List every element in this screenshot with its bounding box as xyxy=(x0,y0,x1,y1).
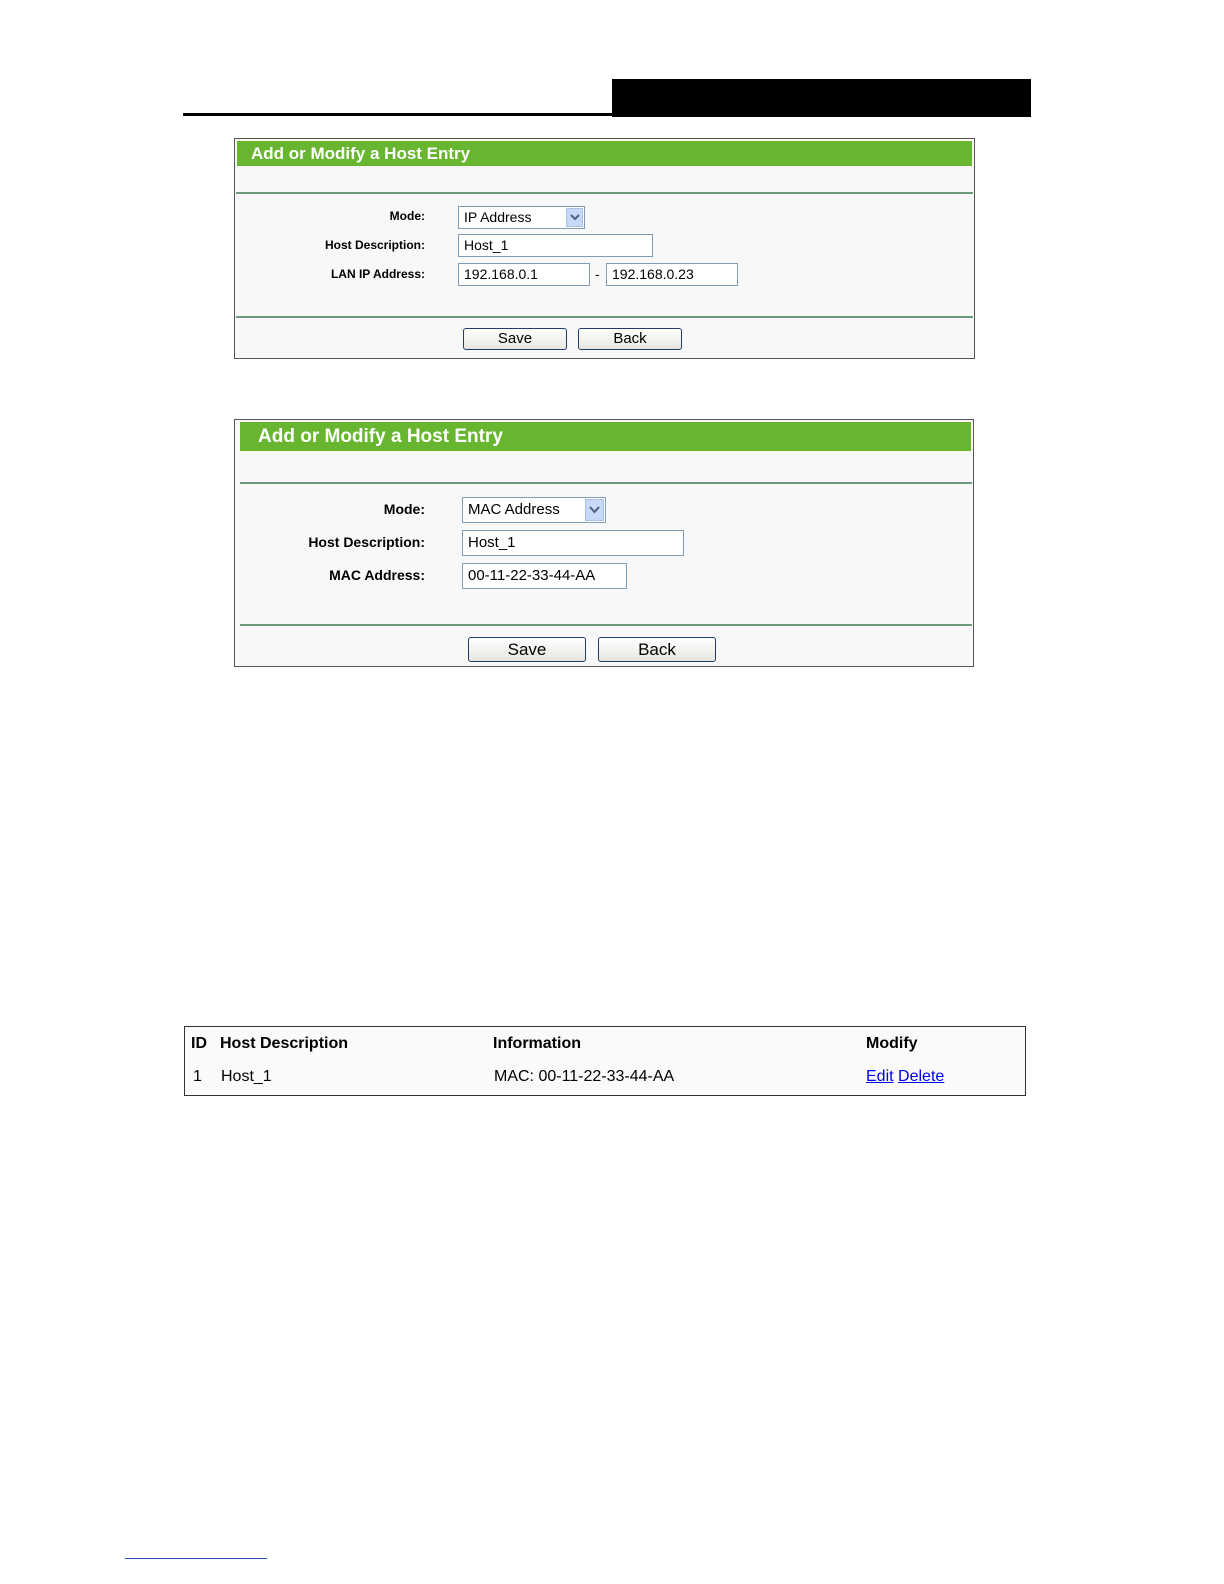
mode-label: Mode: xyxy=(389,209,425,223)
mode-select[interactable] xyxy=(458,206,585,229)
column-header-description: Host Description xyxy=(220,1035,349,1052)
back-button[interactable]: Back xyxy=(578,328,682,350)
ip-range-separator: - xyxy=(595,266,600,282)
ip-end-input[interactable]: 192.168.0.23 xyxy=(606,263,738,286)
description-label: Host Description: xyxy=(324,238,425,252)
lan-ip-label: LAN IP Address: xyxy=(330,267,425,281)
row-modify xyxy=(866,1068,944,1086)
column-header-id: ID xyxy=(191,1035,207,1052)
host-list-table xyxy=(184,1026,1026,1096)
row-information: MAC: 00-11-22-33-44-AA xyxy=(494,1068,675,1085)
column-header-information: Information xyxy=(493,1035,581,1052)
host-description-input[interactable]: Host_1 xyxy=(462,530,684,556)
panel-title: Add or Modify a Host Entry xyxy=(240,422,971,451)
save-button[interactable]: Save xyxy=(463,328,567,350)
mac-label: MAC Address: xyxy=(329,567,425,583)
top-divider xyxy=(236,192,973,194)
mode-select-value: MAC Address xyxy=(468,501,560,518)
row-description: Host_1 xyxy=(221,1068,272,1085)
host-description-input[interactable]: Host_1 xyxy=(458,234,653,257)
edit-link[interactable]: Edit xyxy=(866,1068,894,1085)
description-label: Host Description: xyxy=(308,534,425,550)
host-entry-panel-mac xyxy=(234,419,974,667)
mode-label: Mode: xyxy=(383,501,425,517)
column-header-modify: Modify xyxy=(866,1035,918,1052)
ip-start-input[interactable]: 192.168.0.1 xyxy=(458,263,590,286)
bottom-divider xyxy=(236,316,973,318)
mode-select-value: IP Address xyxy=(464,209,532,225)
mac-address-input[interactable]: 00-11-22-33-44-AA xyxy=(462,563,627,589)
top-divider xyxy=(240,482,972,484)
chevron-down-icon[interactable] xyxy=(566,208,583,227)
mode-select[interactable] xyxy=(462,497,606,523)
back-button[interactable]: Back xyxy=(598,637,716,662)
footer-rule xyxy=(125,1558,267,1559)
save-button[interactable]: Save xyxy=(468,637,586,662)
panel-title: Add or Modify a Host Entry xyxy=(237,141,972,166)
row-id: 1 xyxy=(193,1068,202,1085)
bottom-divider xyxy=(240,624,972,626)
header-black-bar xyxy=(612,79,1031,117)
host-entry-panel-ip xyxy=(234,138,975,359)
chevron-down-icon[interactable] xyxy=(585,499,604,521)
delete-link[interactable]: Delete xyxy=(898,1068,945,1085)
